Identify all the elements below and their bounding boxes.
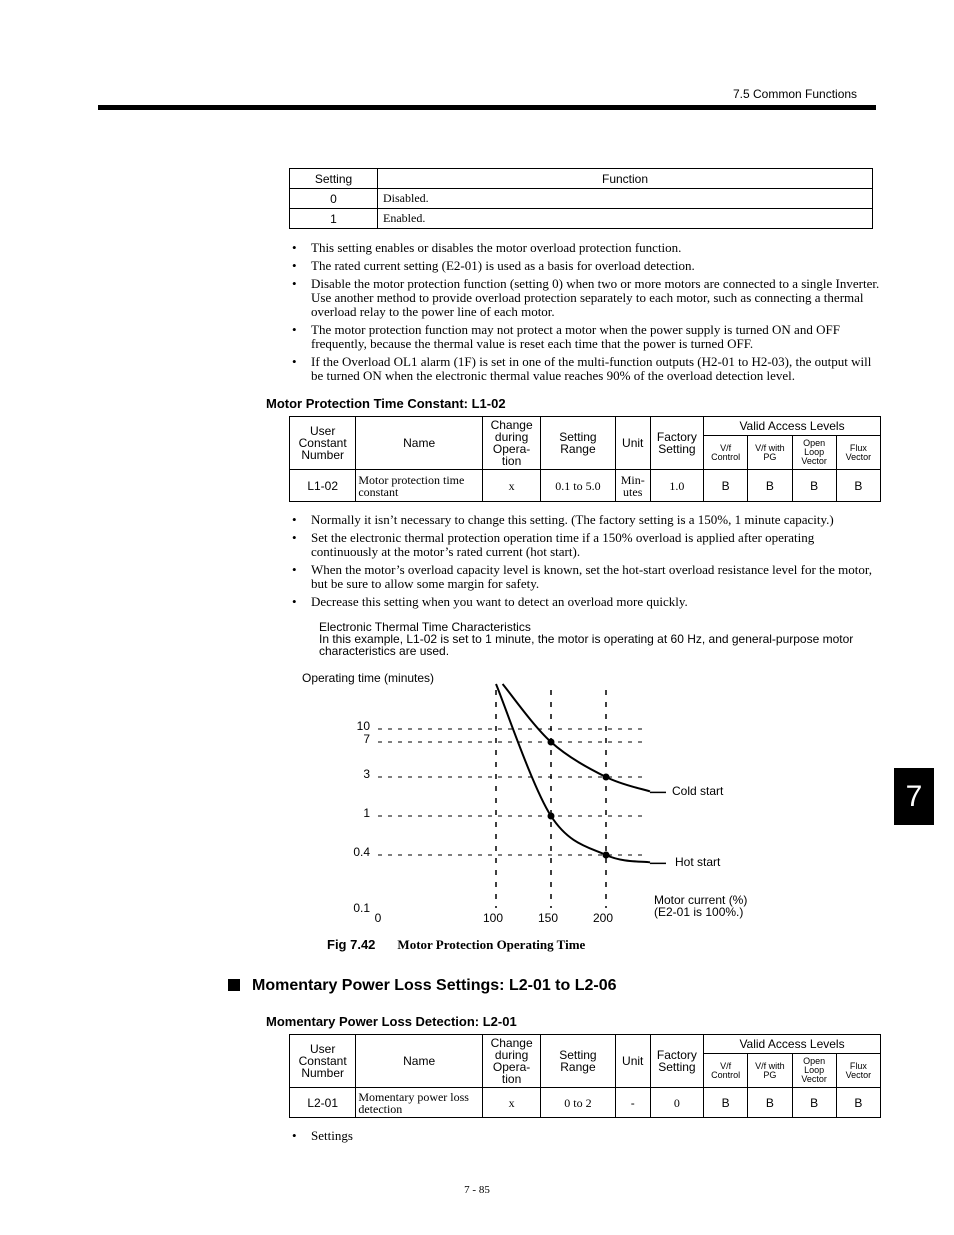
square-bullet-icon [228, 979, 240, 991]
y-tick-label: 0.4 [353, 845, 370, 859]
table-header: Setting [290, 169, 378, 189]
header-flux: Flux Vector [836, 436, 880, 470]
header-user-constant: User Constant Number [290, 1035, 356, 1088]
y-tick-label: 7 [363, 732, 370, 746]
table-cell: 0 [290, 189, 378, 209]
y-tick-label: 0.1 [353, 901, 370, 915]
list-item: • When the motor’s overload capacity level is known, set the hot-start overload resistance level for the motor, but be sure to allow some margin for safety. [292, 563, 882, 591]
subsection-heading: Momentary Power Loss Detection: L2-01 [266, 1014, 517, 1029]
list-item: • Settings [292, 1129, 882, 1143]
chart-xlabel-note: (E2-01 is 100%.) [654, 905, 744, 919]
param-level-flux: B [836, 1088, 880, 1118]
data-point [548, 739, 555, 746]
table-cell: 1 [290, 209, 378, 229]
list-item: • Decrease this setting when you want to detect an overload more quickly. [292, 595, 882, 609]
list-item: • Set the electronic thermal protection operation time if a 150% overload is applied after operating continuously at the motor’s rated current (hot start). [292, 531, 882, 559]
param-factory: 0 [650, 1088, 703, 1118]
header-valid-levels: Valid Access Levels [704, 417, 881, 436]
y-tick-label: 3 [363, 767, 370, 781]
figure-caption-text: Motor Protection Operating Time [397, 937, 586, 952]
header-range: Setting Range [541, 1035, 615, 1088]
param-name: Momentary power loss detection [356, 1088, 483, 1118]
list-item: • If the Overload OL1 alarm (1F) is set in one of the multi-function outputs (H2-01 to H2-03), the output will be turned ON when the electronic thermal value reaches 90% of the overload detection level. [292, 355, 882, 383]
header-unit: Unit [615, 417, 650, 470]
header-user-constant: User Constant Number [290, 417, 356, 470]
param-change: x [482, 1088, 540, 1118]
param-range: 0 to 2 [541, 1088, 615, 1118]
y-tick-label: 1 [363, 806, 370, 820]
param-level-olv: B [792, 470, 836, 502]
header-name: Name [356, 417, 483, 470]
y-tick-label: 10 [356, 719, 370, 733]
hot-start-curve [496, 684, 650, 862]
x-tick-label: 150 [537, 911, 559, 925]
param-level-flux: B [836, 470, 880, 502]
legend-cold-start: Cold start [672, 784, 724, 799]
data-point [603, 774, 610, 781]
section-heading [228, 977, 617, 995]
figure-description: In this example, L1-02 is set to 1 minute, the motor is operating at 60 Hz, and general-purpose motor characteristics are used. [319, 632, 854, 658]
list-item: • Disable the motor protection function (setting 0) when two or more motors are connected to a single Inverter. Use another method to provide overload protection separately to each motor, such as connecting a thermal overload relay to the power line of each motor. [292, 277, 882, 319]
param-number: L1-02 [290, 470, 356, 502]
section-header: 7.5 Common Functions [733, 87, 858, 101]
table-cell: Enabled. [378, 209, 873, 229]
table-row [290, 1088, 881, 1118]
header-olv: Open Loop Vector [792, 436, 836, 470]
chart-xlabel: Motor current (%) [654, 893, 748, 907]
header-vf: V/f Control [704, 1054, 748, 1088]
chapter-tab: 7 [894, 768, 934, 825]
figure-caption [327, 937, 585, 953]
chart-ylabel: Operating time (minutes) [302, 671, 435, 685]
param-name: Motor protection time constant [356, 470, 483, 502]
page-number: 7 - 85 [464, 1184, 490, 1196]
param-level-vfpg: B [748, 1088, 792, 1118]
param-change: x [482, 470, 540, 502]
header-change: Change during Opera- tion [482, 417, 540, 470]
x-tick-label: 100 [482, 911, 504, 925]
figure-caption-number: Fig 7.42 [327, 937, 376, 952]
section-title: Momentary Power Loss Settings: L2-01 to L2-06 [252, 977, 617, 994]
param-level-vf: B [704, 470, 748, 502]
param-unit: - [615, 1088, 650, 1118]
header-vfpg: V/f with PG [748, 1054, 792, 1088]
header-vfpg: V/f with PG [748, 436, 792, 470]
param-level-vfpg: B [748, 470, 792, 502]
list-item: • The motor protection function may not protect a motor when the power supply is turned ON and OFF frequently, because the thermal value is reset each time that the power is turned OFF. [292, 323, 882, 351]
x-tick-label: 200 [592, 911, 614, 925]
header-factory: Factory Setting [650, 417, 703, 470]
list-item: • The rated current setting (E2-01) is used as a basis for overload detection. [292, 259, 882, 273]
figure-title: Electronic Thermal Time Characteristics [319, 620, 531, 634]
header-range: Setting Range [541, 417, 615, 470]
parameter-table [289, 1034, 881, 1118]
table-header: Function [378, 169, 873, 189]
param-level-vf: B [704, 1088, 748, 1118]
cold-start-curve [503, 684, 650, 791]
header-flux: Flux Vector [836, 1054, 880, 1088]
data-point [548, 813, 555, 820]
legend-hot-start: Hot start [675, 855, 721, 870]
param-range: 0.1 to 5.0 [541, 470, 615, 502]
header-vf: V/f Control [704, 436, 748, 470]
header-olv: Open Loop Vector [792, 1054, 836, 1088]
param-level-olv: B [792, 1088, 836, 1118]
subsection-heading: Motor Protection Time Constant: L1-02 [266, 396, 506, 411]
list-item: • Normally it isn’t necessary to change this setting. (The factory setting is a 150%, 1 minute capacity.) [292, 513, 882, 527]
data-point [603, 852, 610, 859]
param-factory: 1.0 [650, 470, 703, 502]
param-unit: Min- utes [615, 470, 650, 502]
header-factory: Factory Setting [650, 1035, 703, 1088]
bullet-list [292, 1129, 882, 1147]
header-unit: Unit [615, 1035, 650, 1088]
param-number: L2-01 [290, 1088, 356, 1118]
table-cell: Disabled. [378, 189, 873, 209]
header-valid-levels: Valid Access Levels [704, 1035, 881, 1054]
header-name: Name [356, 1035, 483, 1088]
x-tick-label: 0 [374, 911, 382, 925]
list-item: • This setting enables or disables the motor overload protection function. [292, 241, 882, 255]
header-change: Change during Opera- tion [482, 1035, 540, 1088]
